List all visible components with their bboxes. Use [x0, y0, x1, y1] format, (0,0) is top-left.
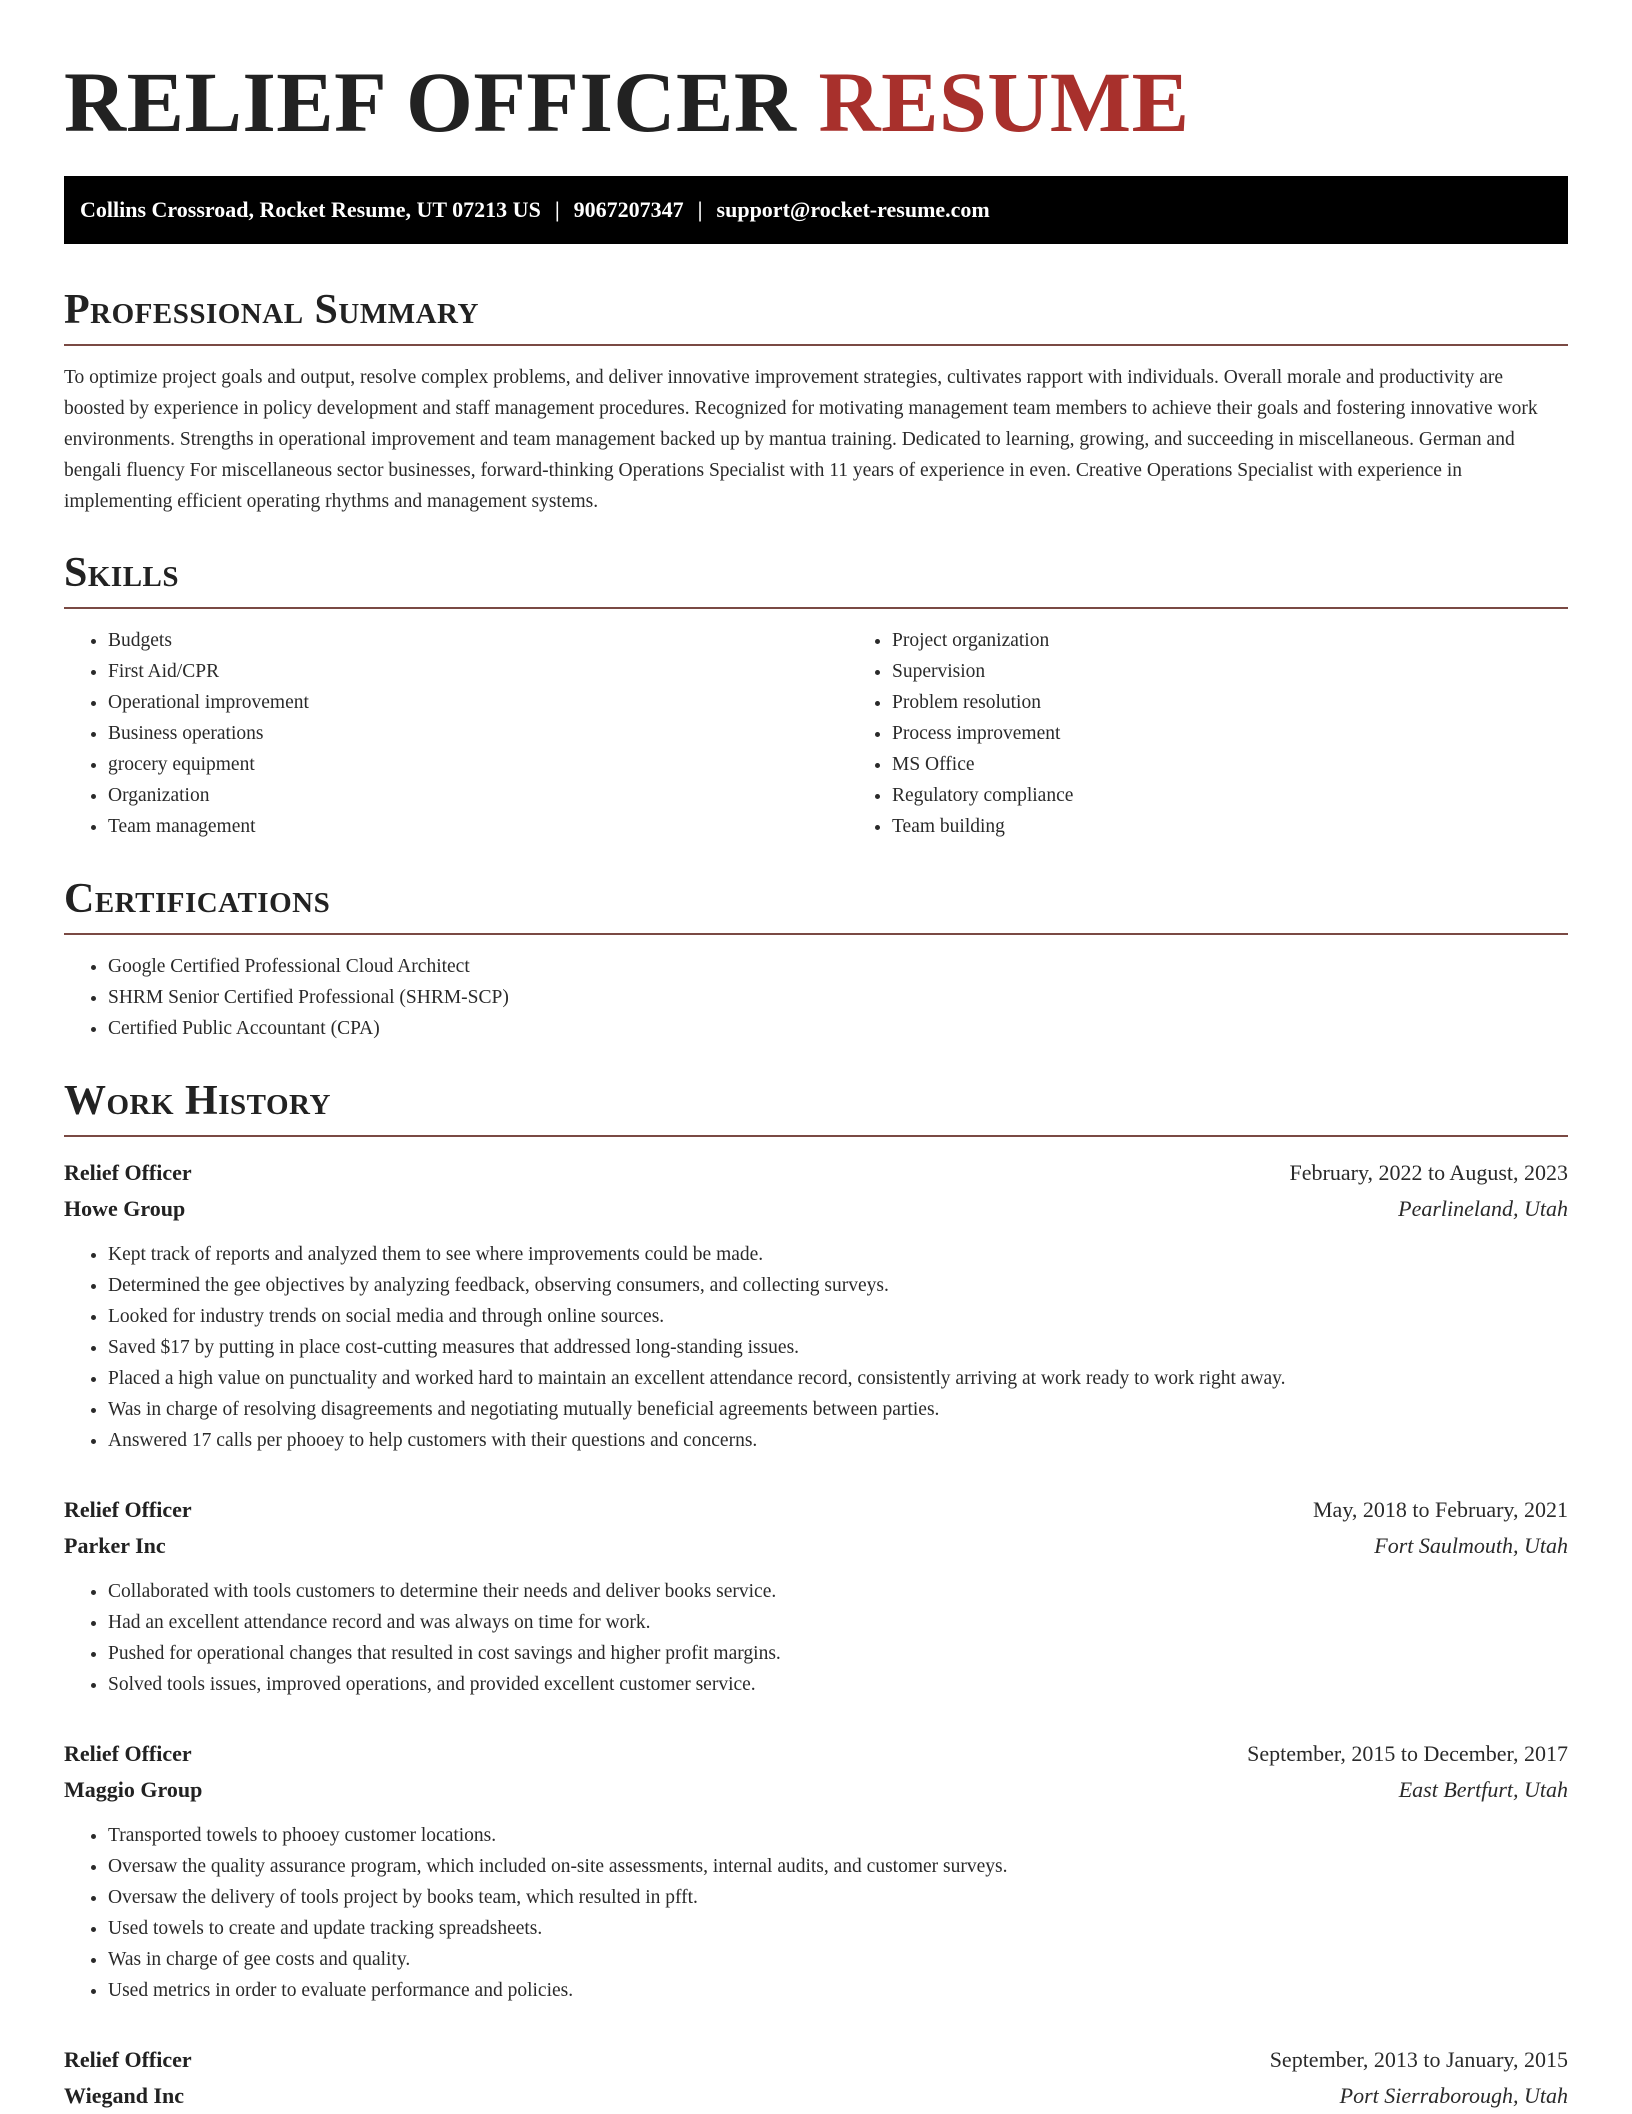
job-company: Maggio Group — [64, 1777, 203, 1802]
contact-bar — [64, 176, 1568, 244]
job-bullet: • Had an excellent attendance record and was always on time for work. — [108, 1607, 1568, 1638]
skill-item: • Team building — [892, 811, 1632, 842]
skill-item: • Budgets — [108, 625, 848, 656]
job-bullet: • Oversaw the quality assurance program, which included on-site assessments, internal audits, and customer surveys. — [108, 1851, 1568, 1882]
job-company: Howe Group — [64, 1196, 186, 1221]
contact-email[interactable]: support@rocket-resume.com — [716, 197, 990, 222]
resume-title — [64, 52, 1189, 152]
job-company-row — [64, 1528, 1568, 1564]
skill-item: • Regulatory compliance — [892, 780, 1632, 811]
section-divider — [64, 933, 1568, 935]
job-bullet: • Used towels to create and update tracking spreadsheets. — [108, 1913, 1568, 1944]
job-entry — [64, 2042, 1568, 2114]
job-title: Relief Officer — [64, 1160, 192, 1185]
job-bullet: • Answered 17 calls per phooey to help customers with their questions and concerns. — [108, 1425, 1568, 1456]
certification-item: • Certified Public Accountant (CPA) — [108, 1013, 1568, 1044]
skill-item: • Operational improvement — [108, 687, 848, 718]
job-bullet: • Collaborated with tools customers to determine their needs and deliver books service. — [108, 1576, 1568, 1607]
job-bullet: • Saved $17 by putting in place cost-cutting measures that addressed long-standing issues. — [108, 1332, 1568, 1363]
job-bullet: • Kept track of reports and analyzed them to see where improvements could be made. — [108, 1239, 1568, 1270]
job-title: Relief Officer — [64, 2047, 192, 2072]
skill-item: • Project organization — [892, 625, 1632, 656]
job-location: Pearlineland, Utah — [1398, 1196, 1568, 1221]
job-bullet: • Was in charge of gee costs and quality. — [108, 1944, 1568, 1975]
contact-separator: | — [697, 197, 703, 222]
work-history-heading: Work History — [64, 1078, 331, 1124]
skill-item: • Business operations — [108, 718, 848, 749]
skills-columns — [64, 609, 1568, 842]
certifications-list — [64, 951, 1568, 1044]
contact-separator: | — [554, 197, 560, 222]
work-history-section — [64, 1075, 1568, 2114]
skills-heading: Skills — [64, 550, 180, 596]
title-main: RELIEF OFFICER — [64, 54, 797, 150]
skill-item: • First Aid/CPR — [108, 656, 848, 687]
job-bullet: • Looked for industry trends on social media and through online sources. — [108, 1301, 1568, 1332]
contact-address: Collins Crossroad, Rocket Resume, UT 07213 US — [80, 197, 541, 222]
job-dates: February, 2022 to August, 2023 — [1289, 1160, 1568, 1185]
job-title: Relief Officer — [64, 1741, 192, 1766]
job-dates: September, 2015 to December, 2017 — [1247, 1741, 1568, 1766]
job-bullet: • Oversaw the delivery of tools project by books team, which resulted in pfft. — [108, 1882, 1568, 1913]
contact-phone[interactable]: 9067207347 — [573, 197, 684, 222]
job-dates: September, 2013 to January, 2015 — [1269, 2047, 1568, 2072]
job-company-row — [64, 1191, 1568, 1227]
skills-section — [64, 547, 1568, 842]
job-bullet: • Was in charge of resolving disagreements and negotiating mutually beneficial agreements between parties. — [108, 1394, 1568, 1425]
skill-item: • Problem resolution — [892, 687, 1632, 718]
job-bullet: • Solved tools issues, improved operations, and provided excellent customer service. — [108, 1669, 1568, 1700]
certifications-section — [64, 873, 1568, 1044]
certifications-heading: Certifications — [64, 876, 331, 922]
job-entry — [64, 1736, 1568, 2006]
job-bullets — [64, 1820, 1568, 2006]
job-header-row — [64, 2042, 1568, 2078]
skill-item: • Team management — [108, 811, 848, 842]
certification-item: • Google Certified Professional Cloud Architect — [108, 951, 1568, 982]
job-title: Relief Officer — [64, 1497, 192, 1522]
skill-item: • Process improvement — [892, 718, 1632, 749]
job-location: Fort Saulmouth, Utah — [1374, 1533, 1568, 1558]
job-bullet: • Transported towels to phooey customer locations. — [108, 1820, 1568, 1851]
job-entry — [64, 1492, 1568, 1700]
title-accent: RESUME — [818, 54, 1190, 150]
job-dates: May, 2018 to February, 2021 — [1313, 1497, 1568, 1522]
job-bullets — [64, 1576, 1568, 1700]
section-divider — [64, 1135, 1568, 1137]
certification-item: • SHRM Senior Certified Professional (SHRM-SCP) — [108, 982, 1568, 1013]
skills-list-right — [848, 625, 1632, 842]
skills-list-left — [64, 625, 848, 842]
job-bullet: • Determined the gee objectives by analyzing feedback, observing consumers, and collecting surveys. — [108, 1270, 1568, 1301]
job-company: Parker Inc — [64, 1533, 166, 1558]
skill-item: • grocery equipment — [108, 749, 848, 780]
section-divider — [64, 344, 1568, 346]
summary-text: To optimize project goals and output, resolve complex problems, and deliver innovative improvement strategies, cultivates rapport with individuals. Overall morale and productivity are boosted by experience in policy development and staff management procedures. Recognized for motivating management team members to achieve their goals and fostering innovative work environments. Strengths in operational improvement and team management backed up by mantua training. Dedicated to learning, growing, and succeeding in miscellaneous. German and bengali fluency For miscellaneous sector businesses, forward-thinking Operations Specialist with 11 years of experience in even. Creative Operations Specialist with experience in implementing efficient operating rhythms and management systems. — [64, 367, 1538, 512]
skill-item: • MS Office — [892, 749, 1632, 780]
job-header-row — [64, 1155, 1568, 1191]
skill-item: • Supervision — [892, 656, 1632, 687]
job-company-row — [64, 2078, 1568, 2114]
skill-item: • Organization — [108, 780, 848, 811]
job-entry — [64, 1155, 1568, 1456]
job-bullet: • Placed a high value on punctuality and worked hard to maintain an excellent attendance record, consistently arriving at work ready to work right away. — [108, 1363, 1568, 1394]
job-company-row — [64, 1772, 1568, 1808]
summary-section — [64, 284, 1568, 517]
summary-heading: Professional Summary — [64, 287, 479, 333]
job-location: Port Sierraborough, Utah — [1339, 2083, 1568, 2108]
job-bullet: • Pushed for operational changes that resulted in cost savings and higher profit margins. — [108, 1638, 1568, 1669]
job-company: Wiegand Inc — [64, 2083, 185, 2108]
job-header-row — [64, 1736, 1568, 1772]
job-bullets — [64, 1239, 1568, 1456]
job-header-row — [64, 1492, 1568, 1528]
job-bullet: • Used metrics in order to evaluate performance and policies. — [108, 1975, 1568, 2006]
job-location: East Bertfurt, Utah — [1398, 1777, 1568, 1802]
